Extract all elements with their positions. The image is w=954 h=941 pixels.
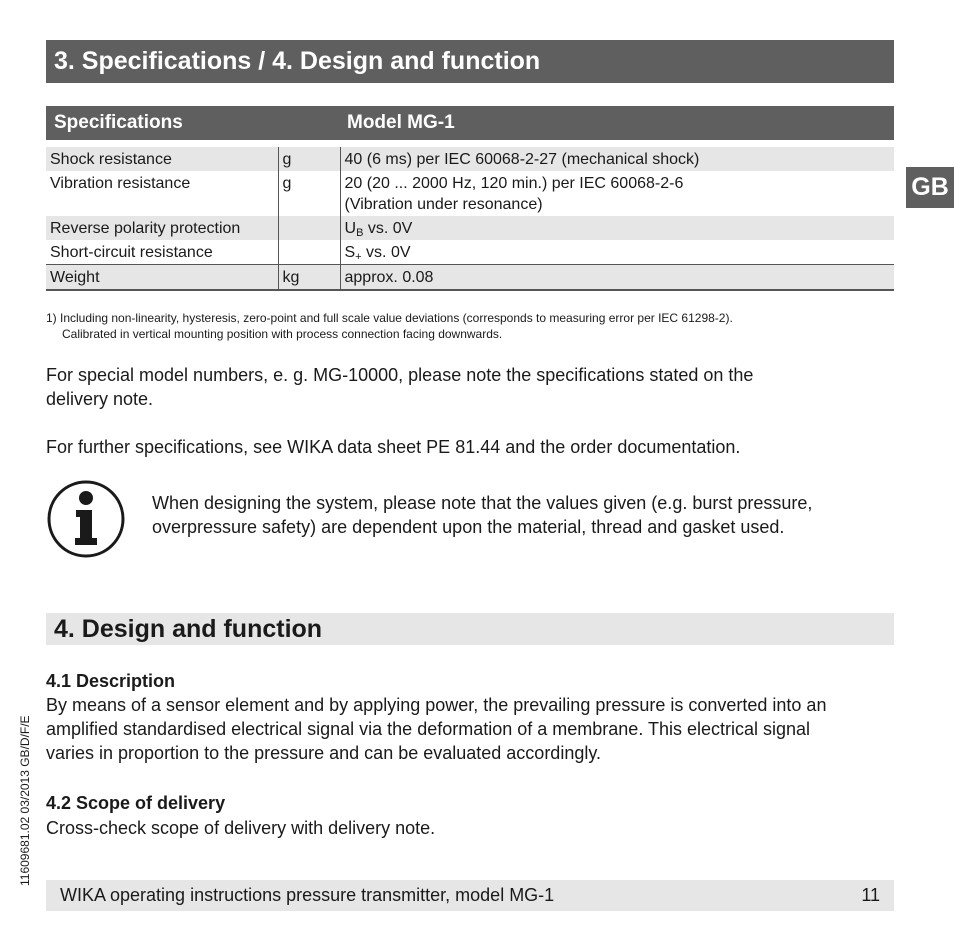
delivery-paragraph: Cross-check scope of delivery with delivery note. — [46, 818, 436, 838]
footer-text: WIKA operating instructions pressure transmitter, model MG-1 — [60, 885, 555, 905]
spec-name: Shock resistance — [46, 147, 278, 171]
paragraph-line: varies in proportion to the pressure and can be evaluated accordingly. — [46, 743, 602, 763]
description-heading: 4.1 Description — [46, 671, 176, 691]
spec-name: Weight — [46, 265, 278, 291]
spec-value — [340, 171, 894, 216]
language-tab: GB — [906, 167, 954, 208]
paragraph-line: When designing the system, please note that the values given (e.g. burst pressure, — [152, 493, 813, 513]
spec-table — [46, 147, 894, 291]
spec-value: 40 (6 ms) per IEC 60068-2-27 (mechanical shock) — [340, 147, 894, 171]
spec-value — [340, 240, 894, 265]
footnote-line: Calibrated in vertical mounting position with process connection facing downwards. — [62, 327, 503, 341]
description-paragraph — [46, 693, 826, 765]
paragraph-line: amplified standardised electrical signal via the deformation of a membrane. This electrical signal — [46, 719, 811, 739]
table-row — [46, 240, 894, 265]
value-subscript: + — [355, 251, 362, 263]
spec-name: Reverse polarity protection — [46, 216, 278, 240]
value-rest: vs. 0V — [363, 220, 413, 237]
spec-name: Vibration resistance — [50, 175, 191, 192]
delivery-heading: 4.2 Scope of delivery — [46, 793, 226, 813]
spec-value: approx. 0.08 — [340, 265, 894, 291]
spec-name: Short-circuit resistance — [50, 244, 213, 261]
table-row — [46, 216, 894, 240]
page-title: 3. Specifications / 4. Design and function — [46, 40, 894, 83]
spec-value-line: 20 (20 ... 2000 Hz, 120 min.) per IEC 60068-2-6 — [344, 175, 684, 192]
spec-value-line: (Vibration under resonance) — [344, 196, 543, 213]
info-note — [152, 491, 812, 539]
table-row — [46, 265, 894, 291]
value-symbol: U — [344, 220, 357, 237]
footnote-line: 1) Including non-linearity, hysteresis, zero-point and full scale value deviations (corresponds to measuring error per IEC 61298-2). — [46, 311, 733, 325]
spec-value — [340, 216, 894, 240]
spec-table-header — [46, 106, 894, 140]
spec-header-model: Model MG-1 — [347, 112, 455, 133]
special-models-paragraph — [46, 363, 753, 411]
spec-unit: kg — [278, 265, 340, 291]
spec-header-label: Specifications — [54, 112, 183, 133]
page-number: 11 — [861, 885, 880, 905]
paragraph-line: overpressure safety) are dependent upon the material, thread and gasket used. — [152, 517, 785, 537]
spec-unit: g — [278, 171, 340, 216]
info-icon — [46, 479, 126, 559]
table-row — [46, 147, 894, 171]
spec-unit — [278, 240, 340, 265]
value-subscript: B — [356, 227, 364, 239]
value-rest: vs. 0V — [361, 244, 411, 261]
document-code: 11609681.02 03/2013 GB/D/F/E — [18, 715, 32, 886]
further-specs-paragraph: For further specifications, see WIKA data sheet PE 81.44 and the order documentation. — [46, 437, 741, 457]
paragraph-line: delivery note. — [46, 389, 154, 409]
paragraph-line: For special model numbers, e. g. MG-10000, please note the specifications stated on the — [46, 365, 754, 385]
section-title: 4. Design and function — [46, 613, 894, 645]
footnote — [46, 310, 894, 342]
spec-unit: g — [278, 147, 340, 171]
footer — [46, 880, 894, 911]
table-row — [46, 171, 894, 216]
value-symbol: S — [344, 244, 356, 261]
spec-unit — [278, 216, 340, 240]
paragraph-line: By means of a sensor element and by applying power, the prevailing pressure is converted into an — [46, 695, 827, 715]
